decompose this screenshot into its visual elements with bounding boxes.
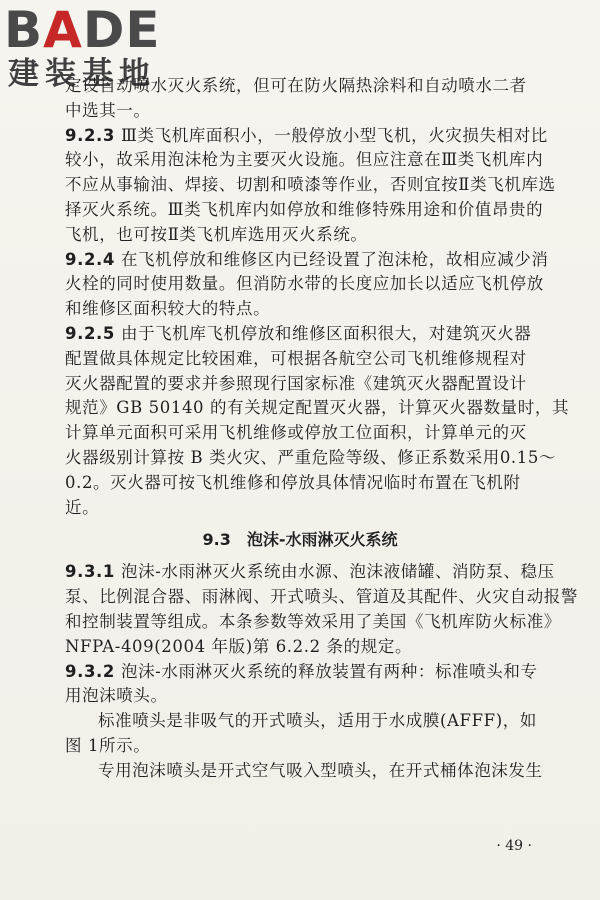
text-line: 计算单元面积可采用飞机维修或停放工位面积，计算单元的灭 xyxy=(65,423,527,443)
text-line: 规范》GB 50140 的有关规定配置灭火器，计算灭火器数量时，其 xyxy=(65,398,570,418)
text-line: 不应从事输油、焊接、切割和喷漆等作业，否则宜按Ⅱ类飞机库选 xyxy=(65,175,556,195)
clause-9-2-4 xyxy=(65,248,549,322)
text-line: 用泡沫喷头。 xyxy=(65,686,168,706)
text-line: 较小，故采用泡沫枪为主要灭火设施。但应注意在Ⅲ类飞机库内 xyxy=(65,150,544,170)
text-line: 专用泡沫喷头是开式空气吸入型喷头，在开式桶体泡沫发生 xyxy=(98,760,543,780)
paragraph-standard-sprinkler xyxy=(65,709,535,759)
clause-number: 9.3.1 xyxy=(65,562,115,582)
page-number: · 49 · xyxy=(496,838,532,854)
clause-number: 9.2.3 xyxy=(65,125,115,145)
text-line: 由于飞机库飞机停放和维修区面积很大，对建筑灭火器 xyxy=(120,323,532,343)
text-line: 标准喷头是非吸气的开式喷头，适用于水成膜(AFFF)，如 xyxy=(98,711,537,731)
clause-number: 9.3.2 xyxy=(65,661,115,681)
paragraph-continuation xyxy=(65,74,535,124)
section-number: 9.3 xyxy=(202,530,231,550)
section-title: 泡沫-水雨淋灭火系统 xyxy=(246,530,398,550)
text-line: 中选其一。 xyxy=(65,100,151,120)
clause-number: 9.2.5 xyxy=(65,323,115,343)
text-line: 灭火器配置的要求并参照现行国家标准《建筑灭火器配置设计 xyxy=(65,373,527,393)
clause-9-2-3 xyxy=(65,124,556,248)
text-line: 火栓的同时使用数量。但消防水带的长度应加长以适应飞机停放 xyxy=(65,274,544,294)
document-body xyxy=(65,74,578,784)
text-line: 配置做具体规定比较困难，可根据各航空公司飞机维修规程对 xyxy=(65,348,527,368)
text-line: 飞机，也可按Ⅱ类飞机库选用灭火系统。 xyxy=(65,224,368,244)
text-line: 择灭火系统。Ⅲ类飞机库内如停放和维修特殊用途和价值昂贵的 xyxy=(65,199,544,219)
clause-9-3-2 xyxy=(65,660,538,710)
logo-wordmark: BADE xyxy=(4,1,161,59)
text-line: 图 1所示。 xyxy=(65,735,151,755)
clause-9-3-1 xyxy=(65,560,578,659)
text-line: 和控制装置等组成。本条参数等效采用了美国《飞机库防火标准》 xyxy=(65,611,561,631)
clause-9-2-5 xyxy=(65,322,570,520)
text-line: 近。 xyxy=(65,497,100,517)
text-line: 泡沫-水雨淋灭火系统的释放装置有两种：标准喷头和专 xyxy=(120,661,538,681)
text-line: NFPA-409(2004 年版)第 6.2.2 条的规定。 xyxy=(65,636,413,656)
text-line: 和维修区面积较大的特点。 xyxy=(65,299,271,319)
logo-subtitle: 建装基地 xyxy=(8,56,156,92)
text-line: 泡沫-水雨淋灭火系统由水源、泡沫液储罐、消防泵、稳压 xyxy=(120,562,555,582)
text-line: 0.2。灭火器可按飞机维修和停放具体情况临时布置在飞机附 xyxy=(65,472,521,492)
clause-number: 9.2.4 xyxy=(65,249,115,269)
text-line: Ⅲ类飞机库面积小，一般停放小型飞机，火灾损失相对比 xyxy=(120,125,548,145)
text-line: 火器级别计算按 B 类火灾、严重危险等级、修正系数采用0.15～ xyxy=(65,447,557,467)
section-heading xyxy=(65,528,535,552)
text-line: 泵、比例混合器、雨淋阀、开式喷头、管道及其配件、火灾自动报警 xyxy=(65,587,578,607)
text-line: 定设自动喷水灭火系统，但可在防火隔热涂料和自动喷水二者 xyxy=(65,76,527,95)
paragraph-foam-sprinkler xyxy=(65,759,543,784)
text-line: 在飞机停放和维修区内已经设置了泡沫枪，故相应减少消 xyxy=(120,249,549,269)
